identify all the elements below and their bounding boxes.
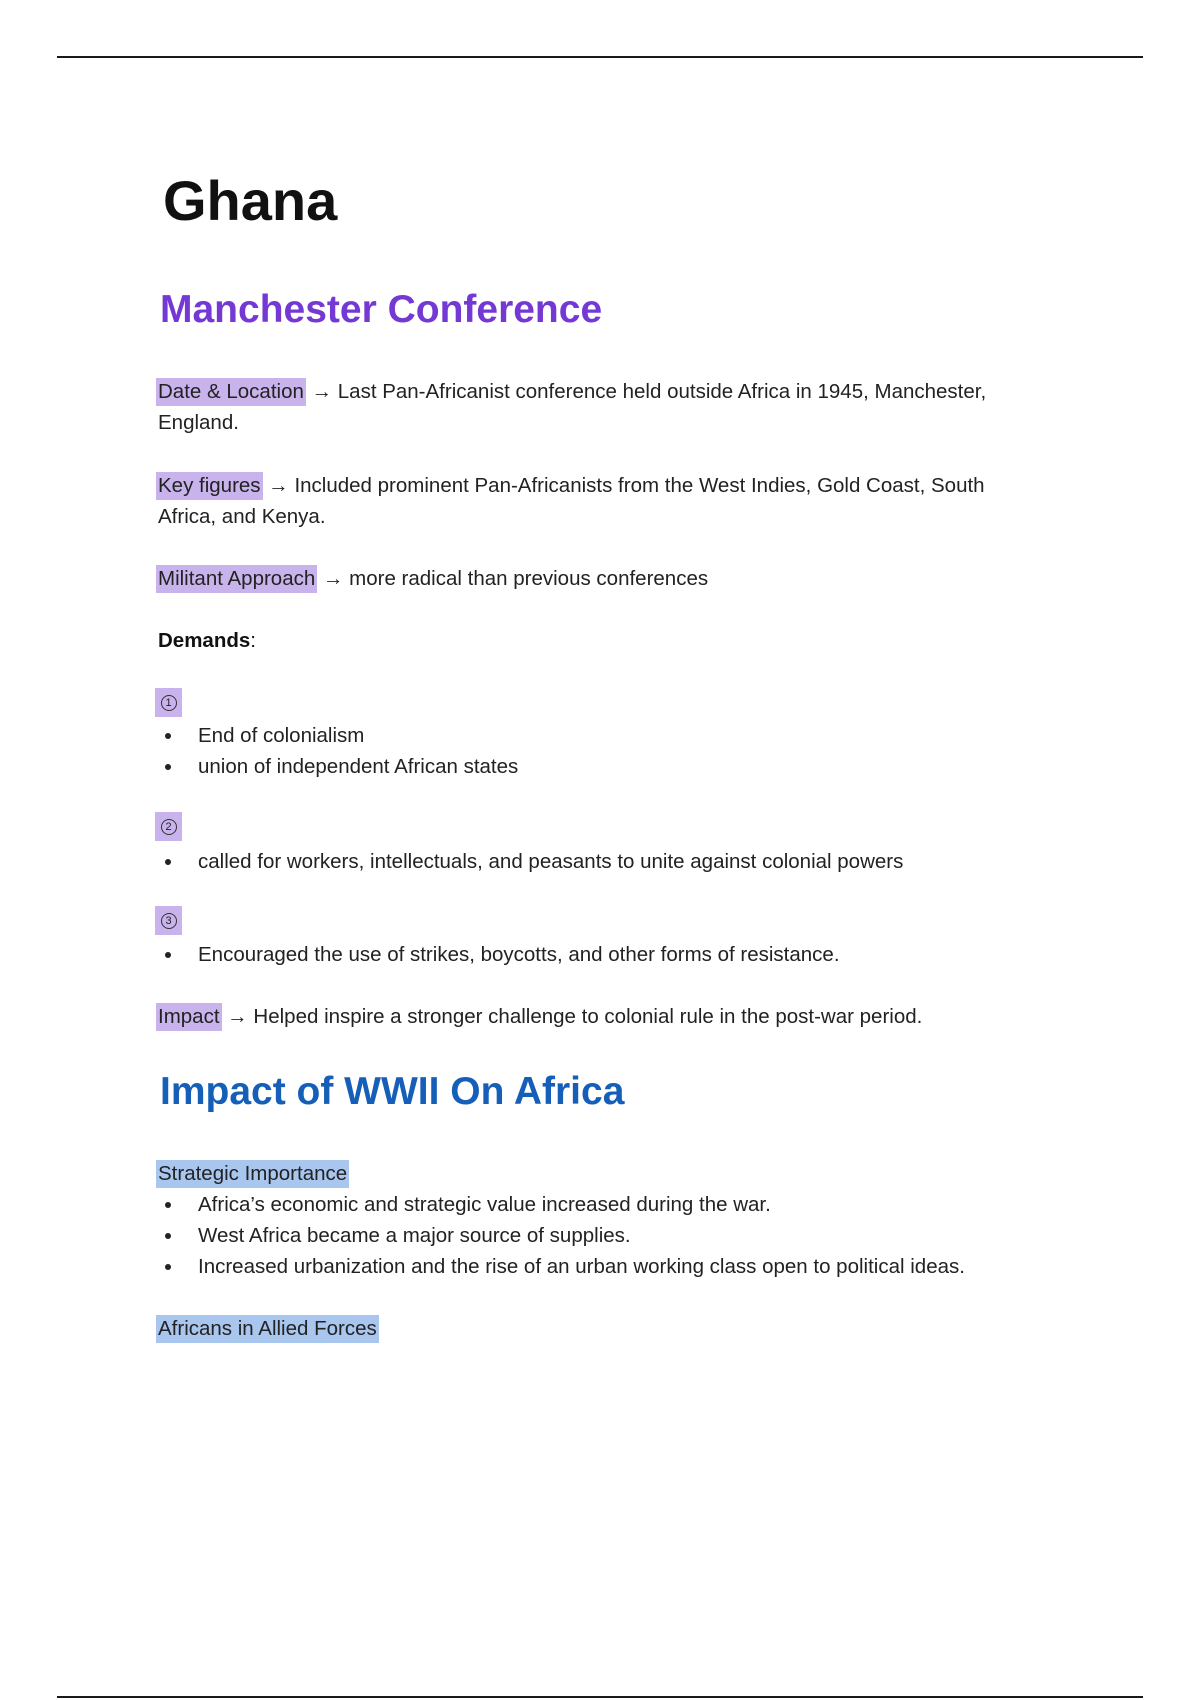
list-item: union of independent African states (158, 751, 1058, 782)
entry-date-location (158, 376, 1038, 438)
highlight-label: Militant Approach (156, 565, 317, 593)
entry-impact (158, 1001, 1038, 1032)
strategic-importance-label (158, 1158, 1038, 1189)
highlight-label: Africans in Allied Forces (156, 1315, 379, 1343)
list-item: West Africa became a major source of supplies. (158, 1220, 1058, 1251)
entry-text: → more radical than previous conferences (317, 567, 709, 590)
circled-number: 2 (161, 819, 177, 835)
list-item: Africa’s economic and strategic value increased during the war. (158, 1189, 1058, 1220)
highlight-label: Impact (156, 1003, 222, 1031)
circled-number: 1 (161, 695, 177, 711)
circled-number: 3 (161, 913, 177, 929)
demands-heading: Demands: (158, 629, 256, 652)
page-title: Ghana (163, 169, 338, 232)
demand-number-badge (155, 688, 182, 717)
highlight-label: Date & Location (156, 378, 306, 406)
bottom-rule (57, 1696, 1143, 1698)
entry-text: → Last Pan-Africanist conference held outside Africa in 1945, Manchester, England. (158, 380, 987, 434)
section-heading-manchester: Manchester Conference (160, 288, 603, 331)
entry-text: → Helped inspire a stronger challenge to colonial rule in the post-war period. (221, 1005, 923, 1028)
demand-number-badge (155, 812, 182, 841)
demand-list-3 (158, 939, 1058, 970)
demand-number-badge (155, 906, 182, 935)
demand-list-2 (158, 846, 1058, 877)
entry-text: → Included prominent Pan-Africanists from the West Indies, Gold Coast, South Africa, and Kenya. (158, 474, 985, 528)
highlight-label: Key figures (156, 472, 263, 500)
allied-forces-label (158, 1313, 1038, 1344)
demand-list-1 (158, 720, 1058, 782)
entry-militant-approach (158, 563, 1038, 594)
strategic-importance-list (158, 1189, 1058, 1282)
list-item: called for workers, intellectuals, and peasants to unite against colonial powers (158, 846, 1058, 877)
list-item: End of colonialism (158, 720, 1058, 751)
highlight-label: Strategic Importance (156, 1160, 349, 1188)
entry-key-figures (158, 470, 1038, 532)
top-rule (57, 56, 1143, 58)
section-heading-wwii: Impact of WWII On Africa (160, 1070, 625, 1113)
list-item: Encouraged the use of strikes, boycotts, and other forms of resistance. (158, 939, 1058, 970)
list-item: Increased urbanization and the rise of an urban working class open to political ideas. (158, 1251, 1058, 1282)
